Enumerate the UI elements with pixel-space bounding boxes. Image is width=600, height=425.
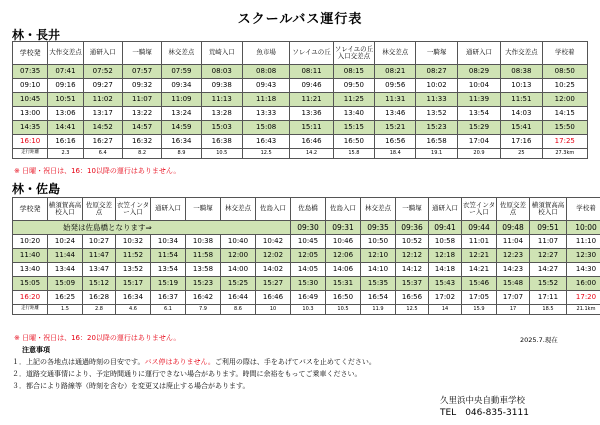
- time-cell: 13:40: [13, 263, 48, 277]
- time-cell: 15:46: [462, 277, 497, 291]
- time-cell: 15:21: [375, 121, 416, 135]
- time-cell: 11:13: [201, 93, 242, 107]
- time-cell: 12:06: [326, 249, 361, 263]
- time-cell: 07:57: [122, 65, 161, 79]
- time-cell: 10:13: [501, 79, 542, 93]
- time-cell: 09:56: [375, 79, 416, 93]
- time-cell: 15:03: [201, 121, 242, 135]
- timetable-row: [13, 135, 588, 149]
- time-cell: 11:52: [116, 249, 151, 263]
- distance-cell: 7.9: [186, 305, 221, 315]
- time-cell: 15:19: [151, 277, 186, 291]
- header-cell: 学校発: [13, 42, 48, 65]
- phone-number: TEL 046-835-3111: [440, 408, 529, 418]
- time-cell: 16:34: [162, 135, 201, 149]
- time-cell: 17:11: [530, 291, 567, 305]
- distance-cell: 15.9: [462, 305, 497, 315]
- route2-title: 林・佐島: [12, 182, 61, 196]
- time-cell: 15:48: [497, 277, 530, 291]
- header-cell: 一騎塚: [122, 42, 161, 65]
- timetable-row: [13, 93, 588, 107]
- time-cell: 12:00: [221, 249, 256, 263]
- distance-cell: 11.9: [361, 305, 396, 315]
- time-cell: 16:16: [48, 135, 83, 149]
- time-cell: 09:27: [83, 79, 122, 93]
- time-cell: 10:20: [13, 235, 48, 249]
- time-cell: 11:44: [48, 249, 83, 263]
- header-cell: 佐島入口: [256, 198, 291, 221]
- time-cell: 13:46: [375, 107, 416, 121]
- time-cell: 10:04: [457, 79, 500, 93]
- time-cell: 16:34: [116, 291, 151, 305]
- time-cell: 10:40: [221, 235, 256, 249]
- time-cell: 12:18: [429, 249, 462, 263]
- time-cell: 11:58: [186, 249, 221, 263]
- time-cell: 14:52: [83, 121, 122, 135]
- time-cell: 16:50: [326, 291, 361, 305]
- header-cell: ソレイユの丘: [290, 42, 333, 65]
- time-cell: 16:10: [13, 135, 48, 149]
- time-cell: 15:27: [256, 277, 291, 291]
- time-cell: 16:54: [361, 291, 396, 305]
- time-cell: 14:41: [48, 121, 83, 135]
- time-cell: 14:15: [542, 107, 587, 121]
- time-cell: 11:54: [151, 249, 186, 263]
- header-cell: 一騎塚: [186, 198, 221, 221]
- time-cell: 11:18: [242, 93, 289, 107]
- time-cell: 08:29: [457, 65, 500, 79]
- time-cell: 16:42: [186, 291, 221, 305]
- header-cell: 横須賀高高校入口: [530, 198, 567, 221]
- notes-header: 注意事項: [22, 346, 50, 354]
- time-cell: 09:10: [13, 79, 48, 93]
- time-cell: 12:12: [396, 249, 429, 263]
- header-cell: 佐島橋: [291, 198, 326, 221]
- time-cell: 08:15: [333, 65, 374, 79]
- time-cell: 15:35: [361, 277, 396, 291]
- header-cell: 一騎塚: [416, 42, 457, 65]
- header-cell: 衣笠インター入口: [116, 198, 151, 221]
- timetable-row: [13, 107, 588, 121]
- time-cell: 10:51: [48, 93, 83, 107]
- time-cell: 13:36: [290, 107, 333, 121]
- time-cell: 16:50: [333, 135, 374, 149]
- time-cell: 11:07: [122, 93, 161, 107]
- route1-table: [12, 41, 588, 159]
- route2-header-row: [13, 198, 600, 221]
- time-cell: 11:01: [462, 235, 497, 249]
- header-cell: 荒崎入口: [201, 42, 242, 65]
- note-line: [12, 369, 361, 379]
- time-cell: 09:36: [396, 221, 429, 235]
- distance-label: 走行距離: [13, 149, 48, 159]
- time-cell: 11:51: [501, 93, 542, 107]
- note-line: [12, 357, 376, 367]
- header-cell: 通研入口: [151, 198, 186, 221]
- time-cell: 14:03: [501, 107, 542, 121]
- time-cell: 17:25: [542, 135, 587, 149]
- distance-cell: 2.3: [48, 149, 83, 159]
- header-cell: ソレイユの丘入口交差点: [333, 42, 374, 65]
- time-cell: 17:02: [429, 291, 462, 305]
- time-cell: 11:33: [416, 93, 457, 107]
- time-cell: 16:38: [201, 135, 242, 149]
- time-cell: 13:54: [151, 263, 186, 277]
- route1-header-row: [13, 42, 588, 65]
- timetable-row: [13, 65, 588, 79]
- distance-label: 走行距離: [13, 305, 48, 315]
- time-cell: 14:10: [361, 263, 396, 277]
- time-cell: 15:11: [290, 121, 333, 135]
- time-cell: 15:52: [530, 277, 567, 291]
- distance-cell: 18.5: [530, 305, 567, 315]
- time-cell: 08:27: [416, 65, 457, 79]
- time-cell: 08:11: [290, 65, 333, 79]
- time-cell: 10:32: [116, 235, 151, 249]
- time-cell: 17:20: [567, 291, 600, 305]
- time-cell: 10:58: [429, 235, 462, 249]
- time-cell: 15:09: [48, 277, 83, 291]
- distance-cell: 10: [256, 305, 291, 315]
- header-cell: 学校発: [13, 198, 48, 221]
- header-cell: 大作交差点: [501, 42, 542, 65]
- time-cell: 10:45: [13, 93, 48, 107]
- time-cell: 08:50: [542, 65, 587, 79]
- time-cell: 17:04: [457, 135, 500, 149]
- time-cell: 12:05: [291, 249, 326, 263]
- header-cell: 通研入口: [83, 42, 122, 65]
- header-cell: 佐原交差点: [497, 198, 530, 221]
- time-cell: 13:40: [333, 107, 374, 121]
- distance-cell: 10.5: [201, 149, 242, 159]
- timetable-row: [13, 121, 588, 135]
- time-cell: 16:56: [396, 291, 429, 305]
- time-cell: 12:10: [361, 249, 396, 263]
- time-cell: 17:16: [501, 135, 542, 149]
- time-cell: 14:12: [396, 263, 429, 277]
- time-cell: 14:18: [429, 263, 462, 277]
- time-cell: 15:05: [13, 277, 48, 291]
- distance-cell: 8.6: [221, 305, 256, 315]
- time-cell: 13:52: [416, 107, 457, 121]
- header-cell: 学校着: [567, 198, 600, 221]
- distance-cell: 6.4: [83, 149, 122, 159]
- time-cell: 15:37: [396, 277, 429, 291]
- distance-cell: 25: [501, 149, 542, 159]
- company-name: 久里浜中央自動車学校: [440, 396, 526, 406]
- time-cell: 10:24: [48, 235, 83, 249]
- distance-cell: 12.5: [396, 305, 429, 315]
- header-cell: 林交差点: [361, 198, 396, 221]
- time-cell: 09:48: [497, 221, 530, 235]
- time-cell: 13:22: [122, 107, 161, 121]
- header-cell: 林交差点: [375, 42, 416, 65]
- time-cell: 16:43: [242, 135, 289, 149]
- time-cell: 10:02: [416, 79, 457, 93]
- time-cell: 11:07: [530, 235, 567, 249]
- time-cell: 09:50: [333, 79, 374, 93]
- timetable-row: [13, 79, 588, 93]
- time-cell: 13:52: [116, 263, 151, 277]
- time-cell: 15:43: [429, 277, 462, 291]
- route1-footnote: ※ 日曜・祝日は、16：10以降の運行はありません。: [14, 167, 181, 175]
- time-cell: 17:05: [462, 291, 497, 305]
- time-cell: 11:02: [83, 93, 122, 107]
- note-line: [12, 381, 249, 391]
- time-cell: 08:38: [501, 65, 542, 79]
- time-cell: 11:25: [333, 93, 374, 107]
- page-title: スクールバス運行表: [237, 12, 363, 27]
- time-cell: 13:58: [186, 263, 221, 277]
- time-cell: 16:27: [83, 135, 122, 149]
- time-cell: 11:09: [162, 93, 201, 107]
- time-cell: 13:17: [83, 107, 122, 121]
- time-cell: 10:45: [291, 235, 326, 249]
- time-cell: 16:44: [221, 291, 256, 305]
- time-cell: 12:00: [542, 93, 587, 107]
- timetable-row: [13, 249, 600, 263]
- time-cell: 17:07: [497, 291, 530, 305]
- note-text: １．上記の各地点は通過時刻の目安です。: [12, 358, 145, 366]
- time-cell: 14:21: [462, 263, 497, 277]
- time-cell: 13:33: [242, 107, 289, 121]
- time-cell: 13:24: [162, 107, 201, 121]
- time-cell: 09:34: [162, 79, 201, 93]
- time-cell: 07:41: [48, 65, 83, 79]
- route1-title: 林・長井: [12, 28, 61, 42]
- time-cell: 09:16: [48, 79, 83, 93]
- time-cell: 07:59: [162, 65, 201, 79]
- header-cell: 通研入口: [429, 198, 462, 221]
- time-cell: 10:46: [326, 235, 361, 249]
- distance-cell: 10.5: [326, 305, 361, 315]
- time-cell: 15:15: [333, 121, 374, 135]
- time-cell: 10:52: [396, 235, 429, 249]
- time-cell: 15:31: [326, 277, 361, 291]
- time-cell: 16:32: [122, 135, 161, 149]
- time-cell: 12:21: [462, 249, 497, 263]
- distance-cell: 8.2: [122, 149, 161, 159]
- header-cell: 一騎塚: [396, 198, 429, 221]
- time-cell: 11:31: [375, 93, 416, 107]
- time-cell: 15:17: [116, 277, 151, 291]
- route2-table: [12, 197, 600, 315]
- distance-cell: 10.3: [291, 305, 326, 315]
- distance-cell: 18.4: [375, 149, 416, 159]
- time-cell: 13:06: [48, 107, 83, 121]
- timetable-row: [13, 235, 600, 249]
- time-cell: 14:02: [256, 263, 291, 277]
- time-cell: 11:40: [13, 249, 48, 263]
- header-cell: 衣笠インター入口: [462, 198, 497, 221]
- time-cell: 08:03: [201, 65, 242, 79]
- note-text: ご利用の際は、手をあげてバスを止めてください。: [214, 358, 376, 366]
- distance-cell: 15.8: [333, 149, 374, 159]
- time-cell: 14:59: [162, 121, 201, 135]
- date-stamp: 2025.7.現在: [520, 336, 558, 344]
- time-cell: 10:38: [186, 235, 221, 249]
- distance-cell: 6.1: [151, 305, 186, 315]
- time-cell: 14:05: [291, 263, 326, 277]
- time-cell: 09:43: [242, 79, 289, 93]
- time-cell: 13:47: [83, 263, 116, 277]
- header-cell: 佐島入口: [326, 198, 361, 221]
- distance-cell: 12.5: [242, 149, 289, 159]
- distance-cell: 20.9: [457, 149, 500, 159]
- header-cell: 林交差点: [162, 42, 201, 65]
- header-cell: 横須賀高高校入口: [48, 198, 83, 221]
- time-cell: 14:27: [530, 263, 567, 277]
- header-cell: 佐原交差点: [83, 198, 116, 221]
- distance-cell: 8.9: [162, 149, 201, 159]
- distance-cell: 4.6: [116, 305, 151, 315]
- route1-distance-row: [13, 149, 588, 159]
- time-cell: 14:30: [567, 263, 600, 277]
- time-cell: 12:30: [567, 249, 600, 263]
- time-cell: 16:28: [83, 291, 116, 305]
- time-cell: 16:58: [416, 135, 457, 149]
- time-cell: 14:35: [13, 121, 48, 135]
- time-cell: 14:00: [221, 263, 256, 277]
- note-warning: バス停はありません。: [144, 358, 215, 366]
- time-cell: 10:27: [83, 235, 116, 249]
- time-cell: 16:37: [151, 291, 186, 305]
- time-cell: 13:28: [201, 107, 242, 121]
- time-cell: 16:46: [256, 291, 291, 305]
- time-cell: 09:38: [201, 79, 242, 93]
- time-cell: 13:00: [13, 107, 48, 121]
- distance-cell: 14.2: [290, 149, 333, 159]
- note-text: ３．都合により路線等（時刻を含む）を変更又は廃止する場合があります。: [12, 382, 250, 390]
- time-cell: 09:51: [530, 221, 567, 235]
- time-cell: 12:27: [530, 249, 567, 263]
- time-cell: 13:54: [457, 107, 500, 121]
- distance-cell: 2.8: [83, 305, 116, 315]
- time-cell: 15:50: [542, 121, 587, 135]
- distance-cell: 21.1km: [567, 305, 600, 315]
- time-cell: 08:21: [375, 65, 416, 79]
- distance-cell: 14: [429, 305, 462, 315]
- timetable-row: [13, 277, 600, 291]
- time-cell: 12:23: [497, 249, 530, 263]
- time-cell: 15:23: [186, 277, 221, 291]
- header-cell: 魚市場: [242, 42, 289, 65]
- time-cell: 16:49: [291, 291, 326, 305]
- time-cell: 15:25: [221, 277, 256, 291]
- time-cell: 11:04: [497, 235, 530, 249]
- header-cell: 学校着: [542, 42, 587, 65]
- time-cell: 14:06: [326, 263, 361, 277]
- time-cell: 10:42: [256, 235, 291, 249]
- time-cell: 15:12: [83, 277, 116, 291]
- first-trip-notice: 始発は佐島橋となります⇒: [13, 221, 291, 235]
- route2-distance-row: [13, 305, 600, 315]
- distance-cell: 19.1: [416, 149, 457, 159]
- time-cell: 15:29: [457, 121, 500, 135]
- time-cell: 10:50: [361, 235, 396, 249]
- time-cell: 14:23: [497, 263, 530, 277]
- time-cell: 09:32: [122, 79, 161, 93]
- note-text: ２．道路交通事情により、予定時間通りに運行できない場合があります。時間に余裕をもってご乗車ください。: [12, 370, 362, 378]
- time-cell: 16:00: [567, 277, 600, 291]
- time-cell: 11:39: [457, 93, 500, 107]
- time-cell: 09:35: [361, 221, 396, 235]
- time-cell: 15:23: [416, 121, 457, 135]
- time-cell: 10:34: [151, 235, 186, 249]
- time-cell: 08:08: [242, 65, 289, 79]
- time-cell: 15:41: [501, 121, 542, 135]
- time-cell: 14:57: [122, 121, 161, 135]
- route2-first-trip-row: [13, 221, 600, 235]
- time-cell: 09:46: [290, 79, 333, 93]
- time-cell: 10:25: [542, 79, 587, 93]
- time-cell: 11:21: [290, 93, 333, 107]
- time-cell: 09:30: [291, 221, 326, 235]
- time-cell: 09:44: [462, 221, 497, 235]
- distance-cell: 27.3km: [542, 149, 587, 159]
- distance-cell: 17: [497, 305, 530, 315]
- time-cell: 07:35: [13, 65, 48, 79]
- time-cell: 09:31: [326, 221, 361, 235]
- distance-cell: 1.5: [48, 305, 83, 315]
- header-cell: 大作交差点: [48, 42, 83, 65]
- time-cell: 11:47: [83, 249, 116, 263]
- time-cell: 15:08: [242, 121, 289, 135]
- time-cell: 12:02: [256, 249, 291, 263]
- time-cell: 13:44: [48, 263, 83, 277]
- timetable-row: [13, 291, 600, 305]
- time-cell: 16:56: [375, 135, 416, 149]
- time-cell: 16:25: [48, 291, 83, 305]
- time-cell: 16:46: [290, 135, 333, 149]
- header-cell: 林交差点: [221, 198, 256, 221]
- header-cell: 通研入口: [457, 42, 500, 65]
- time-cell: 15:30: [291, 277, 326, 291]
- time-cell: 07:52: [83, 65, 122, 79]
- time-cell: 11:10: [567, 235, 600, 249]
- route2-footnote: ※ 日曜・祝日は、16：20以降の運行はありません。: [14, 334, 181, 342]
- time-cell: 10:00: [567, 221, 600, 235]
- timetable-row: [13, 263, 600, 277]
- time-cell: 16:20: [13, 291, 48, 305]
- time-cell: 09:41: [429, 221, 462, 235]
